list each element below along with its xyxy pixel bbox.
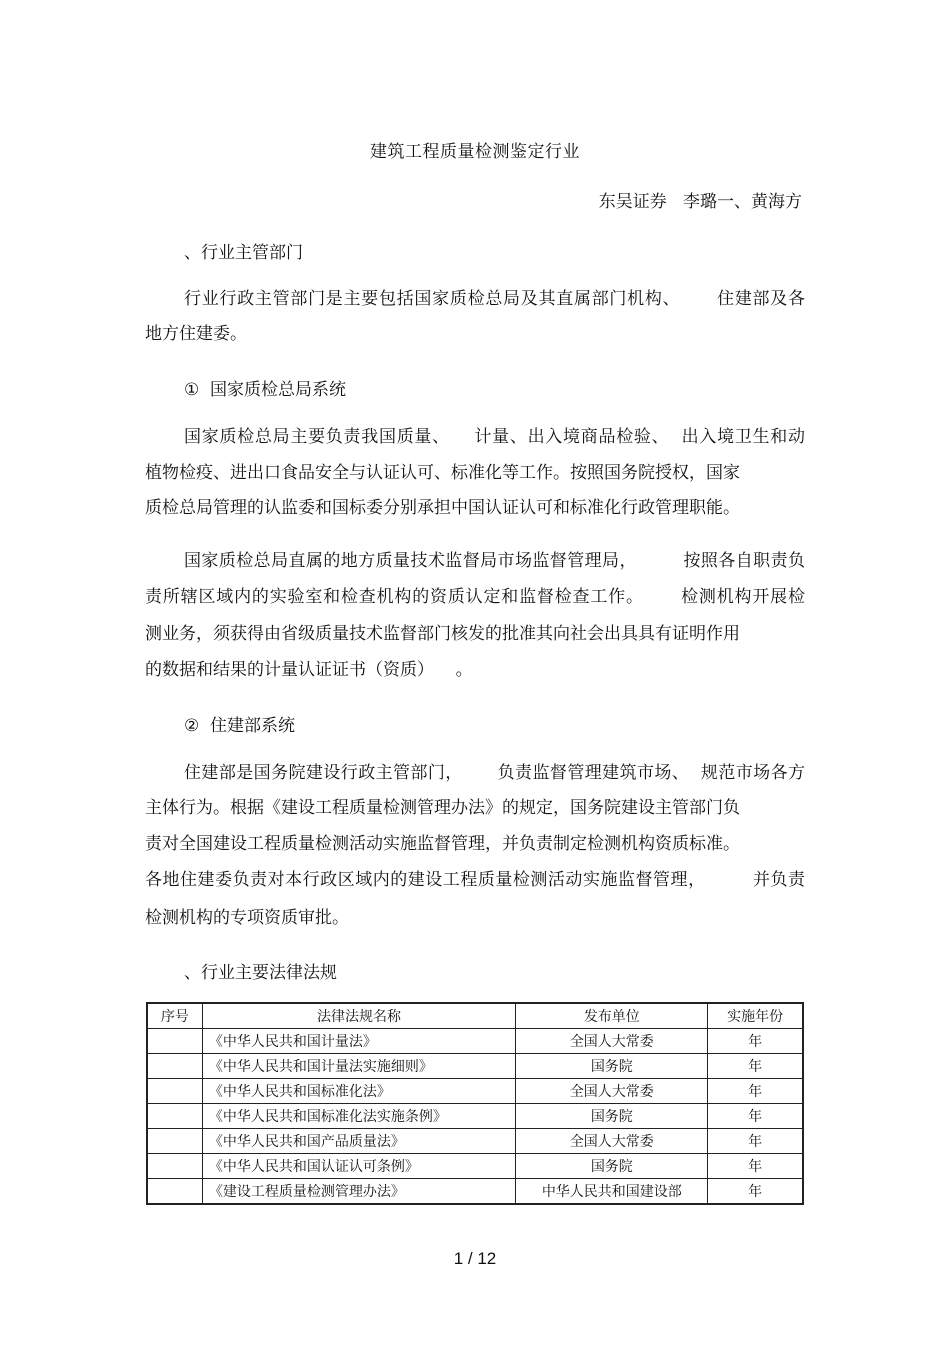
paragraph-line: 主体行为。根据《建设工程质量检测管理办法》的规定，国务院建设主管部门负 [145, 798, 740, 818]
paragraph-line: 的数据和结果的计量认证证书（资质） 。 [145, 660, 473, 680]
cell-publisher: 全国人大常委 [516, 1129, 708, 1154]
paragraph-line: 责对全国建设工程质量检测活动实施监督管理，并负责制定检测机构资质标准。 [145, 834, 740, 854]
cell-name: 《中华人民共和国认证认可条例》 [202, 1154, 515, 1179]
cell-year: 年 [708, 1104, 803, 1129]
paragraph-line: 国家质检总局主要负责我国质量、 计量、出入境商品检验、 出入境卫生和动 [184, 427, 805, 447]
cell-publisher: 全国人大常委 [516, 1079, 708, 1104]
cell-no [147, 1104, 202, 1129]
section-heading-laws: 、行业主要法律法规 [184, 963, 337, 983]
cell-publisher: 全国人大常委 [516, 1029, 708, 1054]
cell-name: 《中华人民共和国标准化法》 [202, 1079, 515, 1104]
cell-year: 年 [708, 1129, 803, 1154]
page-number: 1 / 12 [453, 1249, 497, 1268]
column-header-year: 实施年份 [708, 1003, 803, 1029]
document-title: 建筑工程质量检测鉴定行业 [370, 142, 580, 162]
subheading-mohurd: ② 住建部系统 [184, 716, 296, 736]
cell-no [147, 1029, 202, 1054]
paragraph-line: 各地住建委负责对本行政区域内的建设工程质量检测活动实施监督管理， 并负责 [145, 870, 805, 890]
paragraph-line: 行业行政主管部门是主要包括国家质检总局及其直属部门机构、 住建部及各 [184, 289, 805, 309]
column-header-no: 序号 [147, 1003, 202, 1029]
paragraph-line: 住建部是国务院建设行政主管部门， 负责监督管理建筑市场、 规范市场各方 [184, 763, 805, 783]
paragraph-line: 检测机构的专项资质审批。 [145, 908, 349, 928]
column-header-name: 法律法规名称 [202, 1003, 515, 1029]
table-row [147, 1129, 803, 1154]
cell-name: 《中华人民共和国产品质量法》 [202, 1129, 515, 1154]
table-row [147, 1104, 803, 1129]
paragraph-line: 测业务，须获得由省级质量技术监督部门核发的批准其向社会出具具有证明作用 [145, 624, 740, 644]
cell-name: 《建设工程质量检测管理办法》 [202, 1179, 515, 1205]
table-row [147, 1154, 803, 1179]
paragraph-line: 国家质检总局直属的地方质量技术监督局市场监督管理局， 按照各自职责负 [184, 551, 805, 571]
cell-publisher: 国务院 [516, 1104, 708, 1129]
document-authors: 东吴证券 李璐一、黄海方 [598, 192, 802, 212]
cell-publisher: 国务院 [516, 1154, 708, 1179]
cell-year: 年 [708, 1054, 803, 1079]
cell-year: 年 [708, 1179, 803, 1205]
table-row [147, 1054, 803, 1079]
table-row [147, 1179, 803, 1205]
column-header-publisher: 发布单位 [516, 1003, 708, 1029]
subheading-aqsiq: ① 国家质检总局系统 [184, 380, 347, 400]
laws-table [146, 1002, 804, 1205]
cell-year: 年 [708, 1154, 803, 1179]
paragraph-line: 植物检疫、进出口食品安全与认证认可、标准化等工作。按照国务院授权，国家 [145, 463, 740, 483]
paragraph-line: 地方住建委。 [145, 324, 247, 344]
cell-name: 《中华人民共和国标准化法实施条例》 [202, 1104, 515, 1129]
section-heading-regulators: 、行业主管部门 [184, 243, 303, 263]
table-header-row [147, 1003, 803, 1029]
cell-name: 《中华人民共和国计量法实施细则》 [202, 1054, 515, 1079]
cell-name: 《中华人民共和国计量法》 [202, 1029, 515, 1054]
cell-no [147, 1179, 202, 1205]
cell-year: 年 [708, 1079, 803, 1104]
paragraph-line: 质检总局管理的认监委和国标委分别承担中国认证认可和标准化行政管理职能。 [145, 498, 740, 518]
table-row [147, 1029, 803, 1054]
table-row [147, 1079, 803, 1104]
cell-publisher: 国务院 [516, 1054, 708, 1079]
cell-no [147, 1154, 202, 1179]
cell-publisher: 中华人民共和国建设部 [516, 1179, 708, 1205]
paragraph-line: 责所辖区域内的实验室和检查机构的资质认定和监督检查工作。 检测机构开展检 [145, 587, 805, 607]
cell-no [147, 1054, 202, 1079]
cell-no [147, 1129, 202, 1154]
cell-no [147, 1079, 202, 1104]
cell-year: 年 [708, 1029, 803, 1054]
